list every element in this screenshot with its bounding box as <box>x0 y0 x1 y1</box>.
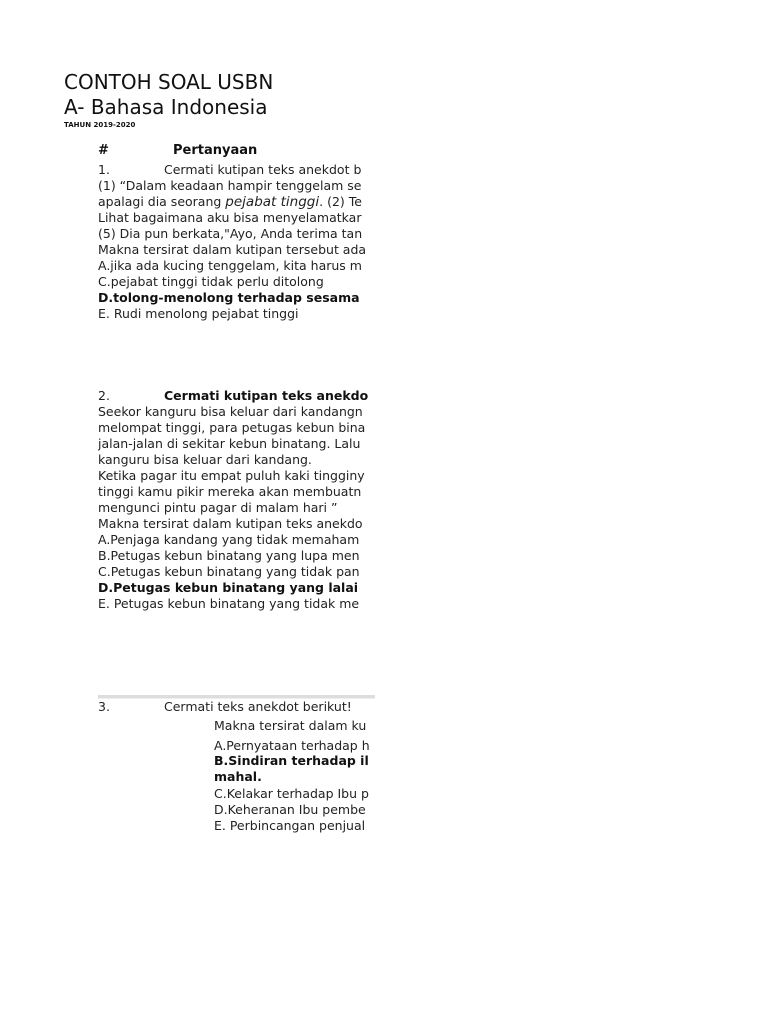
q1-option-d-answer: D.tolong-menolong terhadap sesama <box>98 290 360 305</box>
q3-prompt: Makna tersirat dalam ku <box>214 718 367 733</box>
year-label: TAHUN 2019-2020 <box>64 121 136 129</box>
q1-text: . (2) Te <box>319 194 362 209</box>
q1-line: Makna tersirat dalam kutipan tersebut ada <box>98 242 367 257</box>
q2-option-d-answer: D.Petugas kebun binatang yang lalai <box>98 580 359 595</box>
q2-line: kanguru bisa keluar dari kandang. <box>98 452 312 467</box>
q2-line: Ketika pagar itu empat puluh kaki tingginy <box>98 468 365 483</box>
q2-line: Makna tersirat dalam kutipan teks anekdo <box>98 516 363 531</box>
question-2 <box>98 388 375 613</box>
q3-option-b-answer: B.Sindiran terhadap il <box>214 753 369 768</box>
question-3 <box>98 699 375 839</box>
q1-option-a: A.jika ada kucing tenggelam, kita harus m <box>98 258 362 273</box>
q1-line: Lihat bagaimana aku bisa menyelamatkar <box>98 210 362 225</box>
q2-option-c: C.Petugas kebun binatang yang tidak pan <box>98 564 360 579</box>
q3-option-d: D.Keheranan Ibu pembe <box>214 802 366 817</box>
q2-intro: Cermati kutipan teks anekdo <box>164 388 369 403</box>
q2-line: melompat tinggi, para petugas kebun bina <box>98 420 366 435</box>
q2-option-e: E. Petugas kebun binatang yang tidak me <box>98 596 360 611</box>
q2-number: 2. <box>98 388 110 403</box>
q3-option-b-answer-cont: mahal. <box>214 769 262 784</box>
q1-italic-text: pejabat tinggi <box>225 194 320 210</box>
q1-line <box>98 194 362 210</box>
q2-line: Seekor kanguru bisa keluar dari kandangn <box>98 404 363 419</box>
document-title: CONTOH SOAL USBN <box>64 70 274 94</box>
q1-number: 1. <box>98 162 110 177</box>
column-header-number: # <box>98 143 109 158</box>
q3-option-a: A.Pernyataan terhadap h <box>214 738 370 753</box>
q1-line: (5) Dia pun berkata,"Ayo, Anda terima tan <box>98 226 363 241</box>
q3-option-c: C.Kelakar terhadap Ibu p <box>214 786 369 801</box>
q1-text: apalagi dia seorang <box>98 194 226 209</box>
q2-line: mengunci pintu pagar di malam hari ” <box>98 500 338 515</box>
q3-number: 3. <box>98 699 110 714</box>
q2-line: jalan-jalan di sekitar kebun binatang. Lalu <box>98 436 361 451</box>
q1-option-e: E. Rudi menolong pejabat tinggi <box>98 306 299 321</box>
q1-line: (1) “Dalam keadaan hampir tenggelam se <box>98 178 362 193</box>
q2-line: tinggi kamu pikir mereka akan membuatn <box>98 484 362 499</box>
column-header-question: Pertanyaan <box>173 143 258 158</box>
question-1 <box>98 162 375 332</box>
q1-intro: Cermati kutipan teks anekdot b <box>164 162 362 177</box>
q2-option-a: A.Penjaga kandang yang tidak memaham <box>98 532 360 547</box>
q3-intro: Cermati teks anekdot berikut! <box>164 699 352 714</box>
document-subtitle: A- Bahasa Indonesia <box>64 95 268 119</box>
q2-option-b: B.Petugas kebun binatang yang lupa men <box>98 548 360 563</box>
q3-option-e: E. Perbincangan penjual <box>214 818 366 833</box>
q1-option-c: C.pejabat tinggi tidak perlu ditolong <box>98 274 324 289</box>
